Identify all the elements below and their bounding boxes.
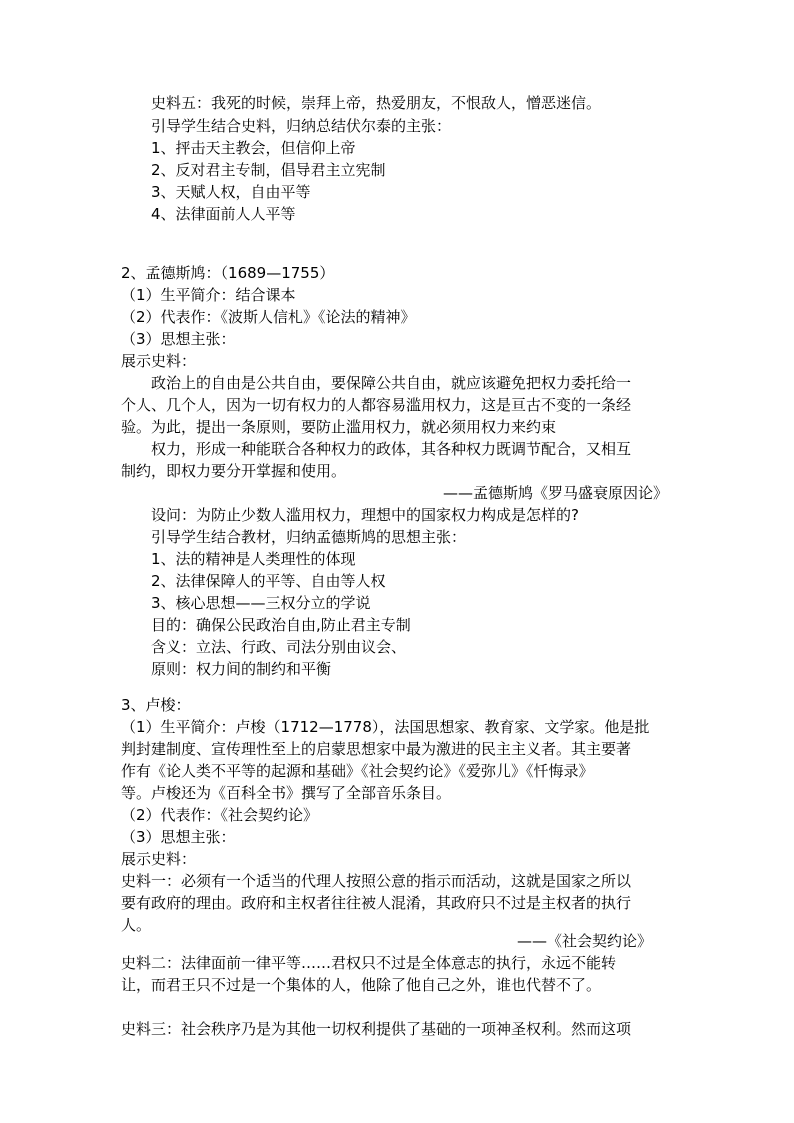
- montesquieu-question: 设问：为防止少数人滥用权力，理想中的国家权力构成是怎样的?: [151, 506, 579, 524]
- montesquieu-thought-label: （3）思想主张：: [121, 330, 236, 348]
- rousseau-source-one: 要有政府的理由。政府和主权者往往被人混淆，其政府只不过是主权者的执行: [121, 894, 632, 912]
- rousseau-source-three: 史料三：社会秩序乃是为其他一切权利提供了基础的一项神圣权利。然而这项: [121, 1020, 632, 1038]
- rousseau-bio-line: 作有《论人类不平等的起源和基础》《社会契约论》《爱弥儿》《忏悔录》: [121, 762, 594, 780]
- montesquieu-point-1: 1、法的精神是人类理性的体现: [151, 550, 356, 568]
- voltaire-guide-text: 引导学生结合史料，归纳总结伏尔泰的主张：: [151, 117, 452, 135]
- voltaire-point-2: 2、反对君主专制，倡导君主立宪制: [151, 161, 386, 179]
- rousseau-quote-source: ——《社会契约论》: [516, 932, 652, 950]
- montesquieu-bio: （1）生平简介：结合课本: [121, 286, 296, 304]
- montesquieu-quote-line: 制约，即权力要分开掌握和使用。: [121, 462, 347, 480]
- montesquieu-quote-line: 政治上的自由是公共自由，要保障公共自由，就应该避免把权力委托给一: [151, 374, 632, 392]
- rousseau-show-sources: 展示史料：: [121, 850, 197, 868]
- rousseau-bio-line: 判封建制度、宣传理性至上的启蒙思想家中最为激进的民主主义者。其主要著: [121, 740, 632, 758]
- rousseau-bio-line: 等。卢梭还为《百科全书》撰写了全部音乐条目。: [121, 784, 452, 802]
- voltaire-source-five: 史料五：我死的时候，崇拜上帝，热爱朋友，不恨敌人，憎恶迷信。: [151, 94, 602, 112]
- rousseau-bio-line: （1）生平简介：卢梭（1712—1778），法国思想家、教育家、文学家。他是批: [121, 718, 650, 736]
- montesquieu-quote-line: 验。为此，提出一条原则，要防止滥用权力，就必须用权力来约束: [121, 418, 557, 436]
- rousseau-source-one: 人。: [121, 916, 152, 934]
- voltaire-point-4: 4、法律面前人人平等: [151, 205, 296, 223]
- montesquieu-works: （2）代表作：《波斯人信札》《论法的精神》: [121, 308, 416, 326]
- montesquieu-point-3: 3、核心思想——三权分立的学说: [151, 594, 371, 612]
- rousseau-heading: 3、卢梭：: [121, 696, 191, 714]
- rousseau-thought-label: （3）思想主张：: [121, 828, 236, 846]
- montesquieu-quote-line: 个人、几个人，因为一切有权力的人都容易滥用权力，这是亘古不变的一条经: [121, 396, 632, 414]
- montesquieu-point-2: 2、法律保障人的平等、自由等人权: [151, 572, 386, 590]
- voltaire-point-3: 3、天赋人权，自由平等: [151, 183, 311, 201]
- rousseau-source-two: 让，而君王只不过是一个集体的人，他除了他自己之外，谁也代替不了。: [121, 976, 602, 994]
- voltaire-point-1: 1、抨击天主教会，但信仰上帝: [151, 139, 356, 157]
- rousseau-source-one: 史料一：必须有一个适当的代理人按照公意的指示而活动，这就是国家之所以: [121, 872, 632, 890]
- montesquieu-guide-text: 引导学生结合教材，归纳孟德斯鸠的思想主张：: [151, 528, 467, 546]
- rousseau-source-two: 史料二：法律面前一律平等……君权只不过是全体意志的执行，永远不能转: [121, 954, 617, 972]
- montesquieu-quote-source: ——孟德斯鸠《罗马盛衰原因论》: [442, 484, 668, 502]
- montesquieu-quote-line: 权力，形成一种能联合各种权力的政体，其各种权力既调节配合，又相互: [151, 440, 632, 458]
- montesquieu-show-sources: 展示史料：: [121, 352, 197, 370]
- separation-meaning: 含义：立法、行政、司法分别由议会、: [151, 638, 407, 656]
- montesquieu-heading: 2、孟德斯鸠：（1689—1755）: [121, 264, 335, 282]
- separation-purpose: 目的：确保公民政治自由,防止君主专制: [151, 616, 411, 634]
- separation-principle: 原则：权力间的制约和平衡: [151, 660, 332, 678]
- rousseau-works: （2）代表作：《社会契约论》: [121, 806, 319, 824]
